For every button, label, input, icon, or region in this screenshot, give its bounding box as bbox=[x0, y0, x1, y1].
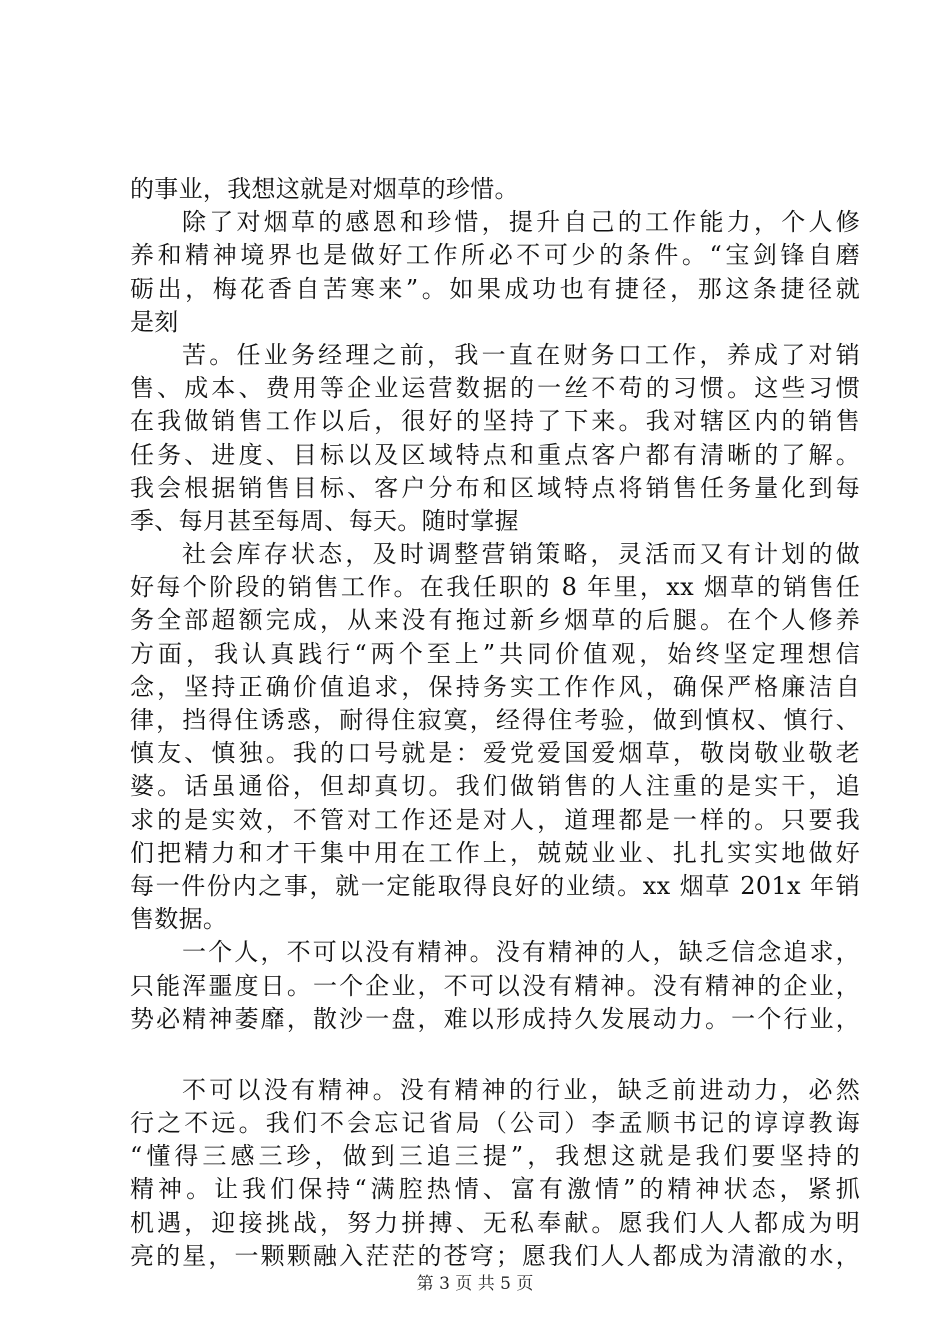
paragraph-gap bbox=[130, 1036, 860, 1074]
text-line: “懂得三感三珍，做到三追三提”，我想这就是我们要坚持的 bbox=[130, 1142, 860, 1171]
text-line: 苦。任业务经理之前，我一直在财务口工作，养成了对销 bbox=[182, 340, 860, 369]
text-line: 任务、进度、目标以及区域特点和重点客户都有清晰的了解。 bbox=[130, 440, 860, 469]
text-line: 务全部超额完成，从来没有拖过新乡烟草的后腿。在个人修养 bbox=[130, 606, 860, 635]
paragraph-block-2 bbox=[130, 1074, 860, 1273]
text-line: 不可以没有精神。没有精神的行业，缺乏前进动力，必然 bbox=[182, 1075, 860, 1104]
text-line: 婆。话虽通俗，但却真切。我们做销售的人注重的是实干，追 bbox=[130, 772, 860, 801]
text-line: 们把精力和才干集中用在工作上，兢兢业业、扎扎实实地做好 bbox=[130, 838, 860, 867]
text-line: 售数据。 bbox=[130, 905, 228, 934]
text-line: 除了对烟草的感恩和珍惜，提升自己的工作能力，个人修 bbox=[182, 208, 860, 237]
text-line: 一个人，不可以没有精神。没有精神的人，缺乏信念追求， bbox=[182, 938, 860, 967]
text-line: 念，坚持正确价值追求，保持务实工作作风，确保严格廉洁自 bbox=[130, 672, 860, 701]
text-line: 只能浑噩度日。一个企业，不可以没有精神。没有精神的企业， bbox=[130, 971, 860, 1000]
text-line: 砺出，梅花香自苦寒来”。如果成功也有捷径，那这条捷径就 bbox=[130, 274, 860, 303]
page-number-footer: 第 3 页 共 5 页 bbox=[416, 1274, 534, 1294]
text-line: 求的是实效，不管对工作还是对人，道理都是一样的。只要我 bbox=[130, 805, 860, 834]
text-line: 每一件份内之事，就一定能取得良好的业绩。xx 烟草 201x 年销 bbox=[130, 871, 860, 900]
text-line: 我会根据销售目标、客户分布和区域特点将销售任务量化到每 bbox=[130, 473, 860, 502]
text-line: 售、成本、费用等企业运营数据的一丝不苟的习惯。这些习惯 bbox=[130, 374, 860, 403]
text-line: 行之不远。我们不会忘记省局（公司）李孟顺书记的谆谆教诲 bbox=[130, 1109, 860, 1138]
text-line: 在我做销售工作以后，很好的坚持了下来。我对辖区内的销售 bbox=[130, 407, 860, 436]
text-line: 慎友、慎独。我的口号就是：爱党爱国爱烟草，敬岗敬业敬老 bbox=[130, 739, 860, 768]
text-line: 季、每月甚至每周、每天。随时掌握 bbox=[130, 506, 519, 535]
text-line: 律，挡得住诱惑，耐得住寂寞，经得住考验，做到慎权、慎行、 bbox=[130, 706, 860, 734]
text-line: 机遇，迎接挑战，努力拼搏、无私奉献。愿我们人人都成为明 bbox=[130, 1208, 860, 1237]
paragraph-block-1 bbox=[130, 173, 860, 1036]
text-line: 方面，我认真践行“两个至上”共同价值观，始终坚定理想信 bbox=[130, 639, 860, 668]
text-line: 精神。让我们保持“满腔热情、富有激情”的精神状态，紧抓 bbox=[130, 1175, 860, 1204]
text-line: 好每个阶段的销售工作。在我任职的 8 年里，xx 烟草的销售任 bbox=[130, 573, 860, 602]
text-line: 是刻 bbox=[130, 307, 179, 336]
text-line: 势必精神萎靡，散沙一盘，难以形成持久发展动力。一个行业， bbox=[130, 1004, 860, 1033]
body-text bbox=[130, 173, 860, 1273]
text-line: 社会库存状态，及时调整营销策略，灵活而又有计划的做 bbox=[182, 540, 860, 569]
text-line: 亮的星，一颗颗融入茫茫的苍穹；愿我们人人都成为清澈的水， bbox=[130, 1241, 860, 1270]
text-line: 的事业，我想这就是对烟草的珍惜。 bbox=[130, 175, 519, 203]
text-line: 养和精神境界也是做好工作所必不可少的条件。“宝剑锋自磨 bbox=[130, 241, 860, 270]
